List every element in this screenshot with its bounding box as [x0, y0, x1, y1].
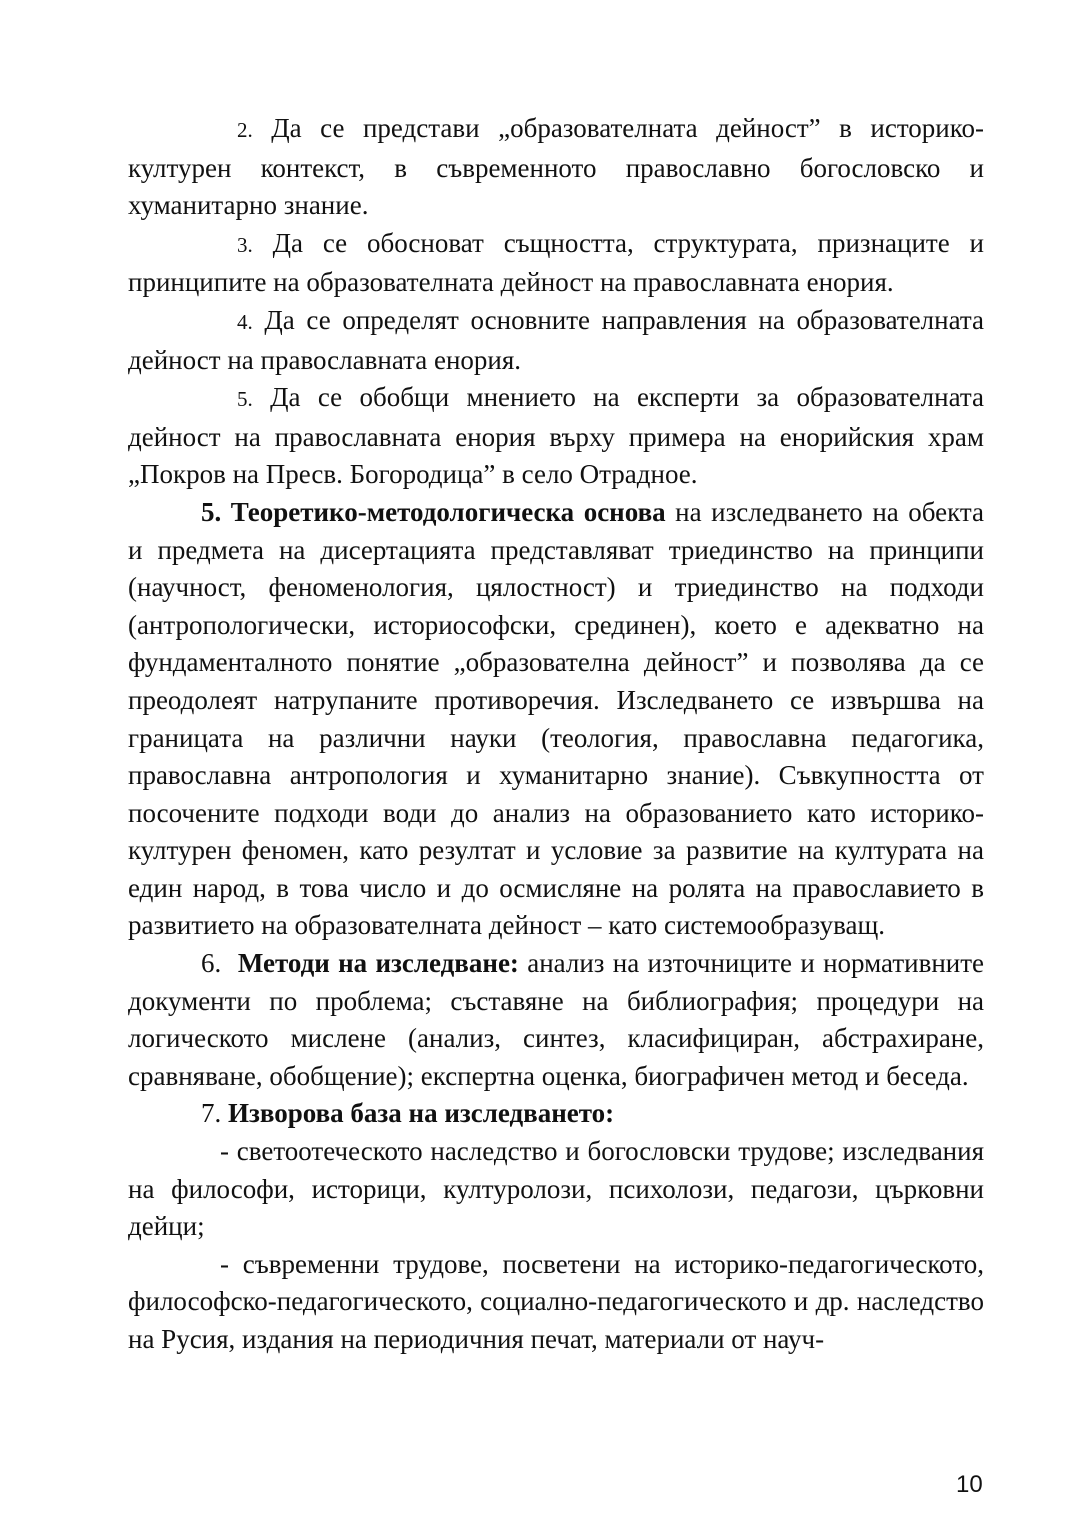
- section-heading: Изворова база на изследването:: [228, 1098, 615, 1129]
- sources-bullet-1: [128, 1133, 984, 1246]
- item-number: 5.: [237, 387, 253, 412]
- objective-item-5: [128, 379, 984, 494]
- section-number: 6.: [201, 948, 222, 979]
- item-number: 3.: [237, 232, 253, 257]
- objective-item-2: [128, 110, 984, 225]
- bullet-text: - светоотеческото наследство и богословски трудове; изследвания на философи, историци, културолози, психолози, педагози, църковни дейци;: [128, 1136, 984, 1242]
- item-number: 4.: [237, 309, 253, 334]
- section-heading: 5. Теоретико-методологическа основа: [201, 496, 666, 527]
- section-text: на изследването на обекта и предмета на дисертацията представляват триединство на принципи (научност, феноменология, цялостност) и триединство на подходи (антропологически, историософски, срединен), което е адекватно на фундаменталното понятие „образователна дейност” и позволява да се преодолеят натрупаните противоречия. Изследването се извършва на границата на различни науки (теология, православна педагогика, православна антропология и хуманитарно знание). Съвкупността от посочените подходи води до анализ на образованието като историко-културен феномен, като резултат и условие за развитие на културата на един народ, в това число и до осмисляне на ролята на православието в развитието на образователната дейност – като системообразуващ.: [128, 496, 985, 941]
- document-body: [128, 110, 984, 1359]
- section-text: анализ на източниците и нормативните документи по проблема; съставяне на библиография; процедури на логическото мислене (анализ, синтез, класифициран, абстрахиране, сравняване, обобщение); експертна оценка, биографичен метод и беседа.: [128, 948, 984, 1091]
- methodology-paragraph: [128, 494, 984, 945]
- item-text: Да се обобщи мнението на експерти за образователната дейност на православната енория върху примера на енорийския храм „Покров на Пресв. Богородица” в село Отрадное.: [128, 382, 985, 490]
- item-text: Да се определят основните направления на образователната дейност на православната енория.: [128, 304, 984, 375]
- section-heading: Методи на изследване:: [237, 948, 519, 979]
- sources-heading: [128, 1095, 984, 1133]
- section-number: 7.: [201, 1098, 222, 1129]
- objective-item-4: [128, 302, 984, 379]
- item-number: 2.: [237, 118, 253, 142]
- page-number: 10: [956, 1471, 983, 1498]
- methods-paragraph: [128, 945, 984, 1095]
- item-text: Да се представи „образователната дейност” в историко-културен контекст, в съвременното православно богословско и хуманитарно знание.: [128, 113, 984, 221]
- sources-bullet-2: [128, 1246, 984, 1359]
- objective-item-3: [128, 225, 984, 302]
- item-text: Да се обосноват същността, структурата, признаците и принципите на образователната дейност на православната енория.: [128, 227, 984, 298]
- bullet-text: - съвременни трудове, посветени на историко-педагогическото, философско-педагогическото, социално-педагогическото и др. наследство на Русия, издания на периодичния печат, материали от науч-: [128, 1248, 984, 1354]
